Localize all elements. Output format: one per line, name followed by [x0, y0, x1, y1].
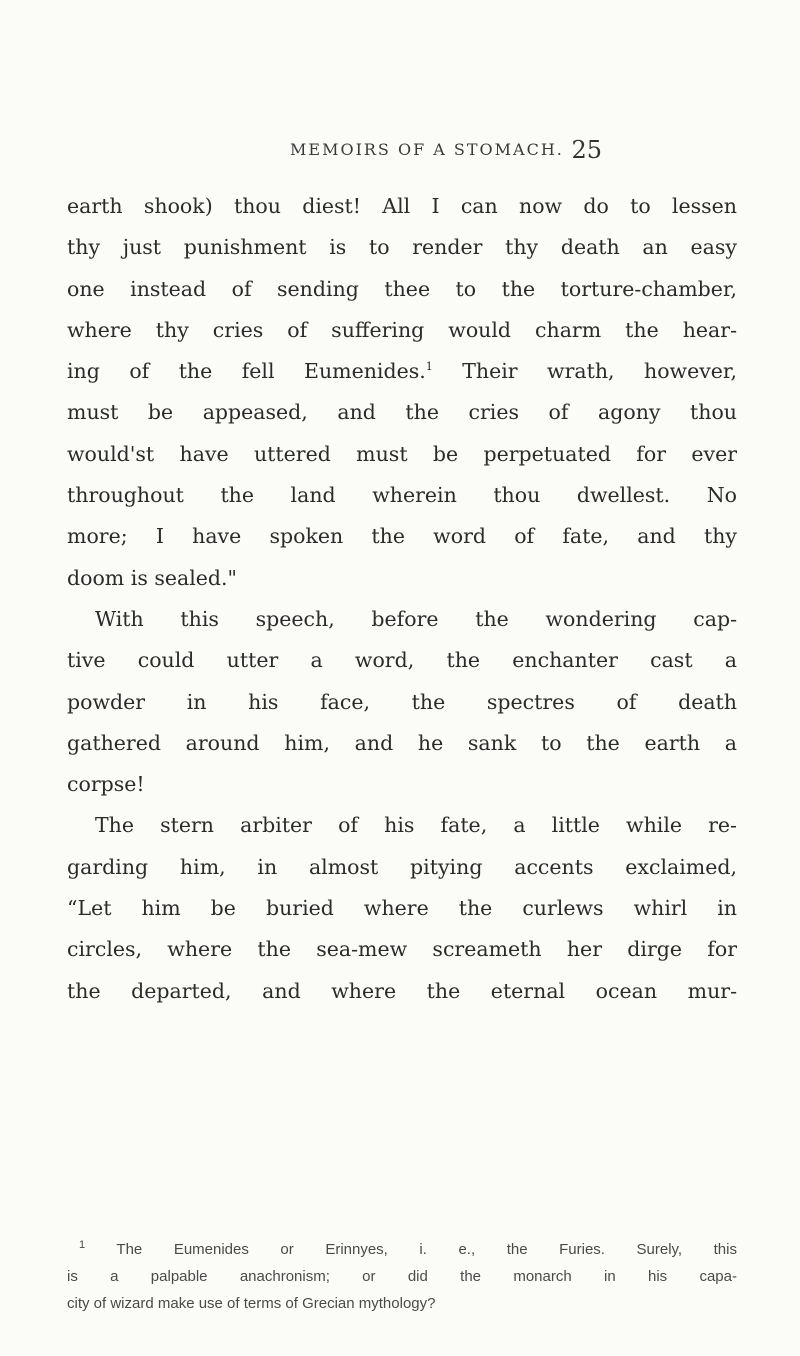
footnote — [67, 1236, 737, 1317]
text-line: the departed, and where the eternal ocean mur- — [67, 978, 737, 1003]
text-line: would'st have uttered must be perpetuated for ever — [67, 441, 737, 466]
footnote-line: city of wizard make use of terms of Grecian mythology? — [67, 1295, 436, 1312]
text-line: With this speech, before the wondering cap- — [95, 606, 737, 631]
footnote-line — [67, 1236, 737, 1263]
text-line: garding him, in almost pitying accents exclaimed, — [67, 854, 737, 879]
text-line: gathered around him, and he sank to the earth a — [67, 730, 737, 755]
footnote-marker: 1 — [79, 1239, 86, 1251]
text-line: The stern arbiter of his fate, a little while re- — [95, 813, 737, 838]
footnote-text: The Eumenides or Erinnyes, i. e., the Furies. Surely, this — [116, 1241, 737, 1258]
text-line: doom is sealed." — [67, 565, 237, 590]
text-fragment: ing of the fell Eumenides. — [67, 359, 426, 384]
text-line: more; I have spoken the word of fate, and thy — [67, 524, 737, 549]
footnote-line: is a palpable anachronism; or did the monarch in his capa- — [67, 1268, 737, 1285]
text-line: must be appeased, and the cries of agony thou — [67, 400, 737, 425]
text-line — [67, 351, 737, 392]
text-line: “Let him be buried where the curlews whirl in — [67, 896, 737, 921]
page-number: 25 — [571, 136, 602, 164]
text-line: where thy cries of suffering would charm the hear- — [67, 317, 737, 342]
text-line: circles, where the sea-mew screameth her dirge for — [67, 937, 737, 962]
body-text — [67, 186, 737, 1012]
text-fragment: Their wrath, however, — [432, 359, 737, 384]
text-line: tive could utter a word, the enchanter cast a — [67, 648, 737, 673]
text-line: powder in his face, the spectres of death — [67, 689, 737, 714]
text-line: earth shook) thou diest! All I can now do to lessen — [67, 194, 737, 218]
text-line: throughout the land wherein thou dwellest. No — [67, 483, 737, 508]
running-title: MEMOIRS OF A STOMACH. — [290, 140, 564, 159]
footnote-reference: 1 — [425, 360, 433, 374]
text-line: corpse! — [67, 772, 145, 797]
text-line: one instead of sending thee to the torture-chamber, — [67, 276, 737, 301]
running-head — [290, 136, 602, 170]
text-line: thy just punishment is to render thy death an easy — [67, 235, 737, 260]
